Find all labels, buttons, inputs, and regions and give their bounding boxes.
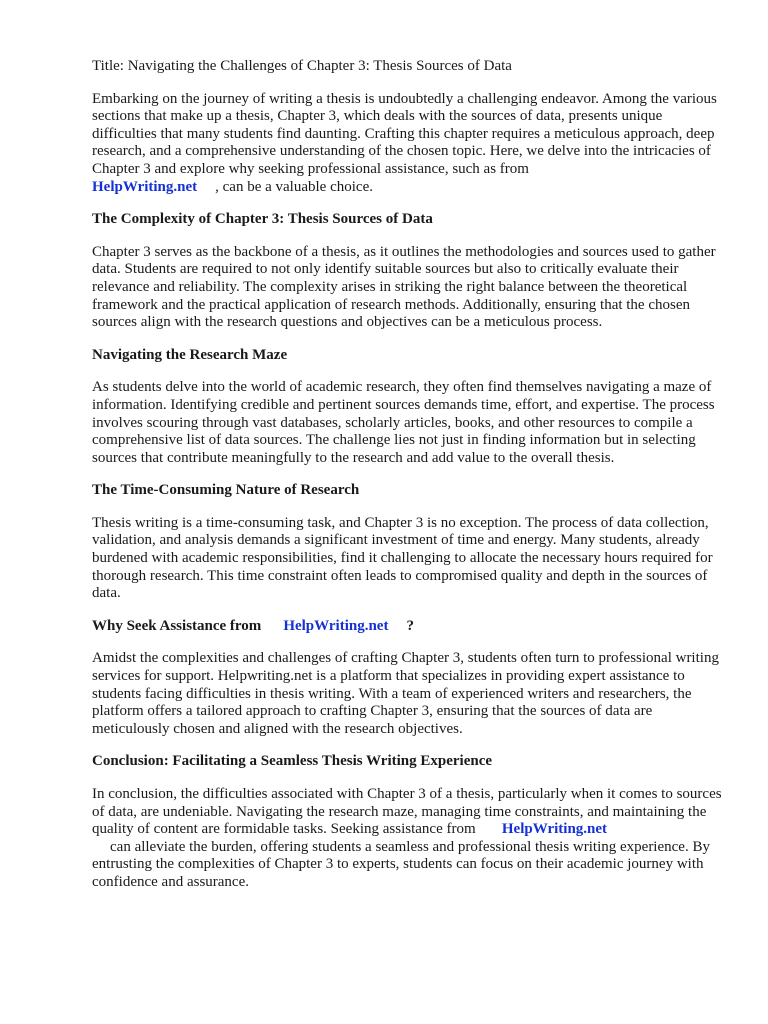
helpwriting-link-conclusion[interactable]: HelpWriting.net (501, 821, 608, 838)
section-heading-time-consuming: The Time-Consuming Nature of Research (92, 482, 360, 499)
section-body-assistance: Amidst the complexities and challenges of crafting Chapter 3, students often turn to professional writing services for support. Helpwriting.net is a platform that specializes in providing expert assistance to students facing difficulties in thesis writing. With a team of experienced writers and researchers, the platform offers a tailored approach to crafting Chapter 3, ensuring that the sources of data are meticulously chosen and aligned with the research objectives. (92, 650, 719, 737)
conclusion-text-after-link: can alleviate the burden, offering students a seamless and professional thesis writing experience. By entrusting the complexities of Chapter 3 to experts, students can focus on their academic journey with confidence and assurance. (92, 838, 710, 890)
intro-text-before-link: Embarking on the journey of writing a thesis is undoubtedly a challenging endeavor. Among the various sections that make up a thesis, Chapter 3, which deals with the sources of data, presents unique difficulties that many students find daunting. Crafting this chapter requires a meticulous approach, deep research, and a comprehensive understanding of the chosen topic. Here, we delve into the intricacies of Chapter 3 and explore why seeking professional assistance, such as from (92, 90, 717, 177)
section-body-research-maze: As students delve into the world of academic research, they often find themselves navigating a maze of information. Identifying credible and pertinent sources demands time, effort, and expertise. The process involves scouring through vast databases, scholarly articles, books, and other resources to compile a comprehensive list of data sources. The challenge lies not just in finding information but in selecting sources that contribute meaningfully to the research and add value to the overall thesis. (92, 379, 715, 466)
helpwriting-link-heading[interactable]: HelpWriting.net (283, 617, 389, 634)
assistance-heading-after: ? (406, 617, 414, 634)
section-heading-assistance (92, 618, 730, 636)
section-body-conclusion (92, 786, 730, 892)
section-heading-conclusion: Conclusion: Facilitating a Seamless Thesis Writing Experience (92, 753, 493, 770)
helpwriting-link-intro[interactable]: HelpWriting.net (92, 178, 198, 195)
conclusion-text-before-link: In conclusion, the difficulties associated with Chapter 3 of a thesis, particularly when it comes to sources of data, are undeniable. Navigating the research maze, managing time constraints, and maintaining the quality of content are formidable tasks. Seeking assistance from (92, 786, 722, 838)
intro-text-after-link: , can be a valuable choice. (215, 178, 373, 195)
intro-paragraph (92, 91, 730, 197)
document-page (92, 58, 730, 907)
section-body-time-consuming: Thesis writing is a time-consuming task, and Chapter 3 is no exception. The process of data collection, validation, and analysis demands a significant investment of time and energy. Many students, already burdened with academic responsibilities, find it challenging to allocate the necessary hours required for thorough research. This time constraint often leads to compromised quality and depth in the sources of data. (92, 514, 713, 602)
section-heading-complexity: The Complexity of Chapter 3: Thesis Sources of Data (92, 211, 433, 228)
section-body-complexity: Chapter 3 serves as the backbone of a thesis, as it outlines the methodologies and sources used to gather data. Students are required to not only identify suitable sources but also to critically evaluate their relevance and reliability. The complexity arises in striking the right balance between the theoretical framework and the practical application of research methods. Additionally, ensuring that the chosen sources align with the research questions and objectives can be a meticulous process. (92, 243, 716, 331)
assistance-heading-before: Why Seek Assistance from (92, 617, 262, 634)
section-heading-research-maze: Navigating the Research Maze (92, 346, 288, 363)
document-title: Title: Navigating the Challenges of Chapter 3: Thesis Sources of Data (92, 58, 512, 74)
